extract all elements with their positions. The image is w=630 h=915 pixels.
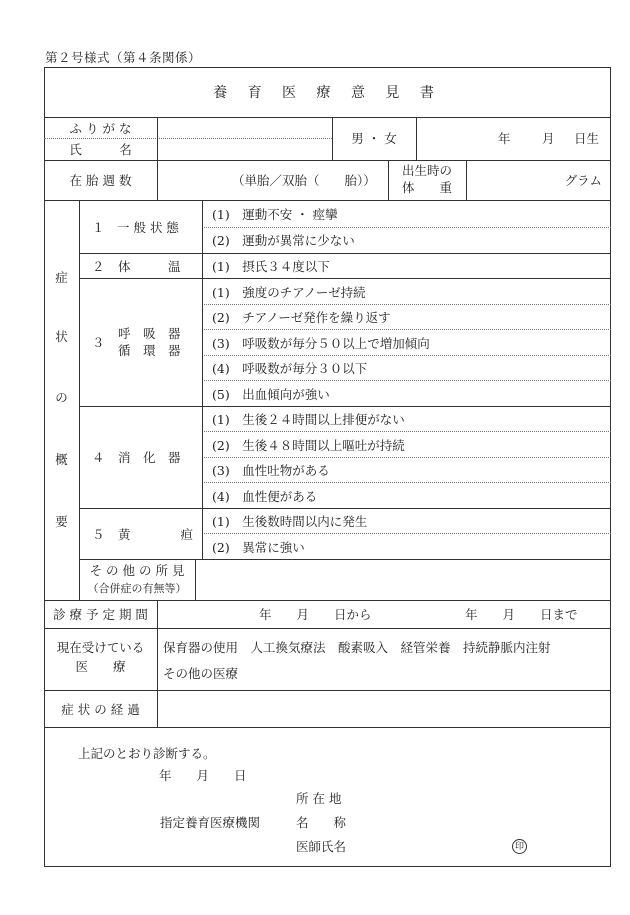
digest-item-2: (2) 生後４８時間以上嘔吐が持続 bbox=[212, 438, 405, 453]
furigana-label: ふ り が な bbox=[69, 121, 132, 136]
jaundice-item-1: (1) 生後数時間以内に発生 bbox=[212, 514, 368, 529]
item-divider bbox=[202, 457, 611, 458]
form-title: 養 育 医 療 意 見 書 bbox=[213, 85, 442, 101]
row-line bbox=[79, 278, 611, 279]
item-divider bbox=[202, 227, 611, 228]
row-line bbox=[44, 117, 611, 118]
resp-label-1: 呼 吸 器 bbox=[118, 326, 181, 341]
digest-label: 消 化 器 bbox=[118, 450, 181, 465]
institution-label: 指定養育医療機関 bbox=[160, 815, 261, 830]
jaundice-item-2: (2) 異常に強い bbox=[212, 540, 305, 555]
current-label-2: 医 療 bbox=[75, 659, 126, 674]
row-line bbox=[44, 600, 611, 601]
item-divider bbox=[202, 482, 611, 483]
doctor-name: 医師氏名 bbox=[296, 839, 347, 854]
current-label-1: 現在受けている bbox=[56, 640, 145, 655]
jaundice-num: ５ bbox=[92, 527, 105, 542]
seal-mark: 印 bbox=[512, 839, 527, 854]
item-divider bbox=[202, 355, 611, 356]
birth-month: 月 bbox=[542, 131, 555, 146]
row-line bbox=[44, 160, 611, 161]
period-from: 年 月 日から bbox=[259, 607, 372, 622]
col-line bbox=[202, 200, 203, 559]
furigana-divider bbox=[44, 138, 332, 139]
temp-num: ２ bbox=[92, 259, 105, 274]
digest-num: ４ bbox=[92, 450, 105, 465]
other-label: そ の 他 の 所 見 bbox=[89, 563, 185, 578]
col-line bbox=[79, 200, 80, 600]
row-line bbox=[44, 727, 611, 728]
col-line bbox=[157, 117, 158, 200]
resp-num: ３ bbox=[92, 335, 105, 350]
sex-field: 男 ・ 女 bbox=[351, 131, 397, 146]
row-line bbox=[79, 253, 611, 254]
resp-item-2: (2) チアノーゼ発作を繰り返す bbox=[212, 310, 391, 325]
symptom-side-3: の bbox=[55, 390, 68, 405]
row-line bbox=[44, 628, 611, 629]
symptom-side-4: 概 bbox=[55, 452, 68, 467]
birthweight-label-1: 出生時の bbox=[401, 163, 452, 178]
course-label: 症 状 の 経 過 bbox=[61, 702, 140, 717]
name-label: 氏 名 bbox=[69, 142, 132, 157]
digest-item-1: (1) 生後２４時間以上排便がない bbox=[212, 412, 405, 427]
general-label: １ 一 般 状 態 bbox=[92, 220, 179, 235]
jaundice-label: 黄 疸 bbox=[118, 527, 194, 542]
resp-item-1: (1) 強度のチアノーゼ持続 bbox=[212, 285, 366, 300]
gram-unit: グラム bbox=[564, 173, 602, 188]
general-item-2: (2) 運動が異常に少ない bbox=[212, 233, 355, 248]
row-line bbox=[79, 559, 611, 560]
digest-item-3: (3) 血性吐物がある bbox=[212, 463, 330, 478]
birth-day: 日生 bbox=[574, 131, 600, 146]
institution-address: 所 在 地 bbox=[296, 791, 342, 806]
symptom-side-2: 状 bbox=[55, 329, 68, 344]
resp-item-5: (5) 出血傾向が強い bbox=[212, 387, 330, 402]
sign-date: 年 月 日 bbox=[159, 768, 247, 783]
current-items-line2: その他の医療 bbox=[163, 666, 239, 681]
temp-item-1: (1) 摂氏３４度以下 bbox=[212, 259, 330, 274]
period-label: 診 療 予 定 期 間 bbox=[53, 607, 148, 622]
statement: 上記のとおり診断する。 bbox=[78, 746, 216, 761]
resp-item-3: (3) 呼吸数が毎分５０以上で増加傾向 bbox=[212, 336, 430, 351]
general-item-1: (1) 運動不安 ・ 痙攣 bbox=[212, 207, 338, 222]
period-to: 年 月 日まで bbox=[465, 607, 578, 622]
item-divider bbox=[202, 380, 611, 381]
symptom-side-5: 要 bbox=[55, 514, 68, 529]
col-line bbox=[157, 600, 158, 727]
col-line bbox=[416, 117, 417, 160]
item-divider bbox=[202, 304, 611, 305]
digest-item-4: (4) 血性便がある bbox=[212, 489, 318, 504]
gestation-label: 在 胎 週 数 bbox=[69, 173, 132, 188]
birthweight-label-2: 体 重 bbox=[401, 180, 452, 195]
row-line bbox=[79, 508, 611, 509]
current-items-line1: 保育器の使用 人工換気療法 酸素吸入 経管栄養 持続静脈内注射 bbox=[163, 640, 551, 655]
birth-year: 年 bbox=[498, 131, 511, 146]
resp-item-4: (4) 呼吸数が毎分３０以下 bbox=[212, 361, 368, 376]
item-divider bbox=[202, 431, 611, 432]
item-divider bbox=[202, 329, 611, 330]
col-line bbox=[195, 559, 196, 600]
symptom-side-1: 症 bbox=[55, 270, 68, 285]
row-line bbox=[44, 690, 611, 691]
row-line bbox=[79, 406, 611, 407]
item-divider bbox=[202, 533, 611, 534]
other-note: （合併症の有無等） bbox=[87, 582, 187, 595]
gestation-type: （単胎／双胎（ 胎）） bbox=[232, 173, 376, 188]
institution-name: 名 称 bbox=[296, 815, 347, 830]
resp-label-2: 循 環 器 bbox=[118, 343, 181, 358]
row-line bbox=[44, 200, 611, 201]
form-number: 第２号様式（第４条関係） bbox=[45, 50, 202, 65]
temp-label: 体 温 bbox=[118, 259, 181, 274]
